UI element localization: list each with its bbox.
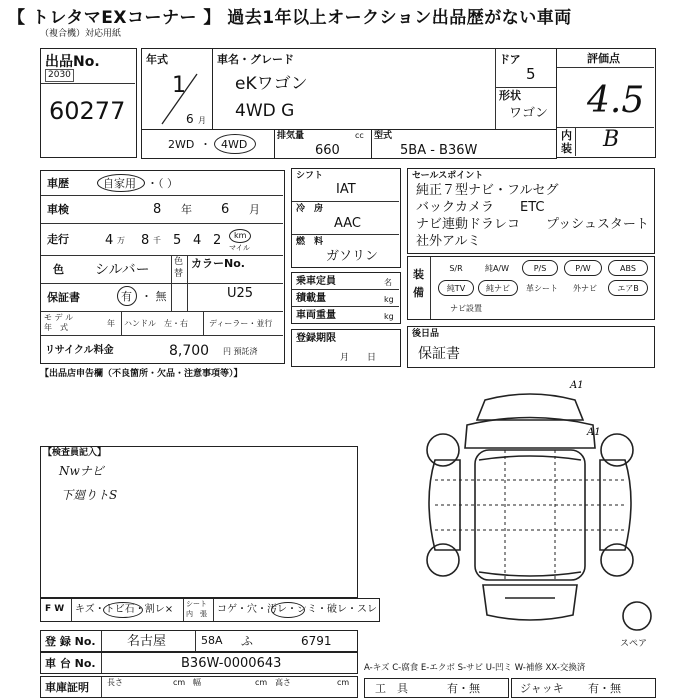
banner-title: 【 トレタマEXコーナー 】 過去1年以上オークション出品歴がない車両 (0, 0, 700, 30)
inspection-year: 8 (153, 202, 162, 217)
color-label: 色 (53, 263, 64, 276)
garage-row (40, 676, 358, 698)
drive-opt1: 2WD (168, 138, 195, 151)
doors-label: ドア (499, 53, 521, 66)
info-table (40, 170, 285, 364)
fw-items: キズ・トビ石・割レ× (75, 604, 174, 615)
damage-mark-a1-top: A1 (570, 380, 584, 391)
mileage-u1: 万 (117, 236, 125, 245)
chassis-label: 車 台 No. (45, 657, 96, 670)
model-name: eKワゴン (235, 74, 308, 94)
registration-label: 登 録 No. (45, 635, 96, 648)
weight-label: 車両重量 (296, 310, 336, 321)
shape-label: 形状 (499, 89, 521, 102)
lot-label: 出品No. (45, 54, 100, 70)
equip-airbag: エアB (608, 280, 648, 296)
inspection-year-unit: 年 (181, 203, 192, 216)
chassis-row (40, 652, 358, 674)
garage-width-unit: cm (255, 678, 268, 687)
equip-alloy: 純A/W (484, 263, 510, 273)
type-value: 5BA - B36W (400, 143, 478, 158)
sales-point-line: 社外アルミ (416, 234, 481, 249)
score-value: 4.5 (587, 80, 645, 121)
damage-mark-a1-right: A1 (587, 427, 601, 438)
equip-ps: P/S (522, 260, 558, 276)
lot-box (40, 48, 137, 158)
fw-row (40, 598, 380, 622)
recycle-unit: 円 預託済 (223, 347, 258, 356)
aircon-value: AAC (334, 216, 361, 231)
mileage-label: 走行 (47, 233, 69, 246)
registration-period-unit: 月 日 (340, 353, 377, 363)
mileage-d1: 4 (105, 233, 114, 248)
drive-box (141, 129, 275, 159)
sales-points-label: セールスポイント (412, 171, 484, 181)
mileage-d3: 5 (173, 233, 182, 248)
fw-seat-1: シート (186, 600, 207, 608)
color-change-1: 色 (174, 257, 184, 267)
header-note: （複合機）対応用紙 (40, 29, 122, 39)
damage-legend: A-キズ C-腐食 E-エクボ S-サビ U-凹ミ W-補修 XX-交換済 (364, 663, 586, 673)
aircon-label: 冷 房 (296, 204, 324, 214)
year-month-suffix: 月 (198, 116, 206, 125)
garage-width: 幅 (193, 678, 201, 687)
model-year-handle: ハンドル 左・右 (124, 319, 188, 328)
drive-sep: ・ (200, 138, 211, 151)
mileage-u2: 千 (153, 236, 161, 245)
history-label: 車歴 (47, 177, 69, 190)
equip-navi: 純ナビ (478, 280, 518, 296)
registration-row (40, 630, 358, 652)
capacity-unit: 名 (384, 278, 392, 287)
equip-sr: S/R (449, 263, 463, 273)
shape-value: ワゴン (509, 106, 549, 121)
model-year-unit: 年 (107, 319, 115, 328)
color-code-label: カラーNo. (191, 257, 245, 270)
score-label: 評価点 (587, 52, 620, 65)
color-value: シルバー (95, 262, 150, 278)
sales-point-line: 純正７型ナビ・フルセグ (416, 183, 559, 198)
model-grade: 4WD G (235, 101, 295, 121)
displacement-value: 660 (315, 143, 340, 158)
warranty-label: 保証書 (47, 291, 80, 304)
car-damage-diagram (405, 380, 655, 640)
doors-value: 5 (526, 65, 536, 83)
equip-tv: 純TV (438, 280, 474, 296)
fw-selected-oval (103, 602, 143, 618)
type-box (371, 129, 557, 159)
year-box (141, 48, 213, 130)
inspection-month-unit: 月 (249, 203, 260, 216)
mileage-d2: 8 (141, 233, 150, 248)
lot-number: 60277 (49, 97, 126, 125)
sales-point-line: ナビ連動ドラレコ プッシュスタート (416, 217, 649, 232)
equipment-label-2: 備 (413, 286, 424, 299)
tools-label: 工 具 (375, 682, 408, 695)
equipment-box (407, 256, 655, 320)
load-unit: kg (384, 295, 394, 304)
chassis-value: B36W-0000643 (181, 656, 282, 671)
inspection-month: 6 (221, 202, 230, 217)
model-year-label-2: 年 式 (44, 323, 68, 332)
equipment-label-1: 装 (413, 268, 424, 281)
tools-options: 有・無 (447, 682, 480, 695)
sales-point-line: バックカメラ ETC (416, 200, 545, 215)
fw-seat-oval (271, 602, 305, 618)
registration-period-label: 登録期限 (296, 333, 336, 344)
jack-options: 有・無 (588, 682, 621, 695)
registration-class: 58A (201, 634, 223, 647)
displacement-box (274, 129, 372, 159)
color-code: U25 (227, 286, 254, 301)
garage-height-unit: cm (337, 678, 350, 687)
interior-value: B (603, 127, 620, 152)
displacement-unit: cc (355, 131, 364, 140)
fw-seat-items: コゲ・穴・汚レ・シミ・破レ・スレ (217, 604, 377, 615)
recycle-value: 8,700 (169, 343, 210, 359)
model-label: 車名・グレード (217, 53, 294, 66)
equip-pw: P/W (564, 260, 602, 276)
warranty-selected: 有 (121, 290, 132, 303)
load-label: 積載量 (296, 293, 326, 304)
fuel-label: 燃 料 (296, 237, 324, 247)
score-box (556, 48, 656, 158)
displacement-label: 排気量 (277, 131, 305, 141)
fw-seat-2: 内 張 (186, 610, 207, 618)
jack-box (511, 678, 656, 698)
warranty-rest: ・ 無 (141, 290, 167, 303)
registration-number: 6791 (301, 634, 332, 648)
year-label: 年式 (146, 53, 168, 66)
model-box (212, 48, 557, 130)
recycle-label: リサイクル料金 (45, 345, 114, 356)
mileage-km: km (234, 231, 247, 240)
fuel-value: ガソリン (326, 249, 379, 264)
shift-value: IAT (336, 182, 356, 197)
color-change-2: 替 (174, 269, 184, 279)
registration-kana: ふ (241, 634, 254, 648)
spec-box (291, 168, 401, 268)
equip-ext-navi: 外ナビ (573, 283, 597, 293)
inspector-note: Nwナビ (59, 464, 104, 478)
year-month: 6 (186, 112, 194, 126)
inspector-note: 下廻りトS (61, 488, 118, 502)
registration-city: 名古屋 (127, 634, 167, 649)
garage-height: 高さ (275, 678, 291, 687)
fw-label: F W (45, 604, 65, 614)
model-year-label-1: モ デ ル (44, 313, 74, 322)
drive-opt2: 4WD (221, 138, 248, 151)
later-items-label: 後日品 (412, 329, 440, 339)
mileage-d4: 4 (193, 233, 202, 248)
mileage-d5: 2 (213, 233, 222, 248)
garage-length: 長さ (107, 678, 123, 687)
remarks-label: 【出品店申告欄（不良箇所・欠品・注意事項等）】 (40, 369, 243, 379)
equip-abs: ABS (608, 260, 648, 276)
inspector-label: 【検査員記入】 (43, 448, 107, 458)
model-year-dealer: ディーラー・並行 (209, 319, 273, 328)
equip-navi-label: ナビ設置 (450, 304, 482, 313)
inspector-box (40, 446, 358, 598)
equip-leather: 革シート (526, 283, 558, 293)
garage-length-unit: cm (173, 678, 186, 687)
later-items-value: 保証書 (418, 346, 460, 362)
mileage-mile: マイル (229, 244, 250, 252)
jack-label: ジャッキ (520, 682, 564, 695)
history-rest: ・（ ） (147, 177, 178, 190)
garage-label: 車庫証明 (45, 681, 89, 694)
year-value: 1 (172, 73, 186, 98)
capacity-label: 乗車定員 (296, 276, 336, 287)
capacity-box (291, 272, 401, 324)
interior-label-1: 内 (561, 129, 572, 142)
shift-label: シフト (296, 171, 324, 181)
tools-box (364, 678, 509, 698)
history-selected: 自家用 (103, 177, 136, 190)
type-label: 型式 (374, 131, 393, 141)
lot-tag: 2030 (45, 69, 74, 82)
inspection-label: 車検 (47, 203, 69, 216)
weight-unit: kg (384, 312, 394, 321)
later-items-box (407, 326, 655, 368)
spare-label: スペア (620, 639, 648, 649)
registration-period-box (291, 329, 401, 367)
sales-points-box (407, 168, 655, 254)
interior-label-2: 装 (561, 142, 572, 155)
